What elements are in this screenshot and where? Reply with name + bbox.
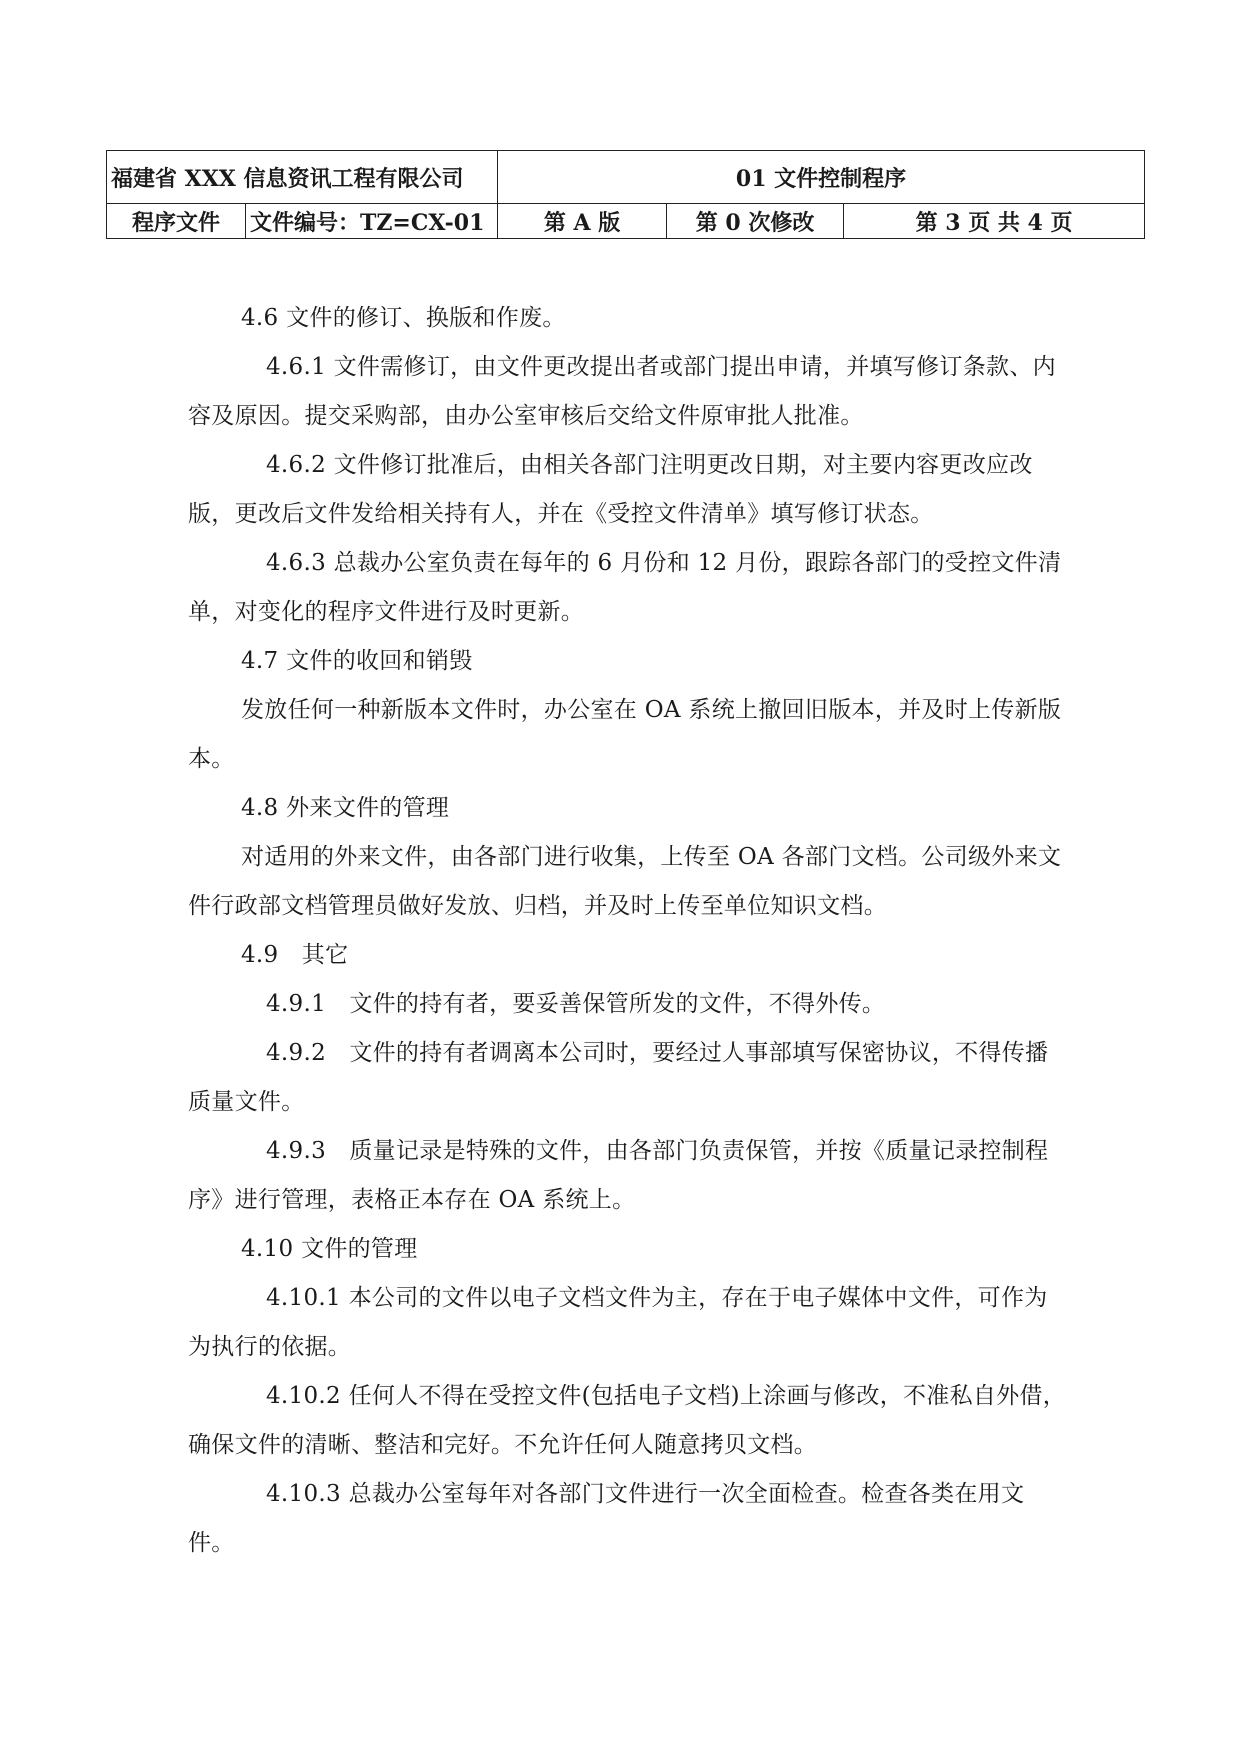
body-paragraph: 4.10.2 任何人不得在受控文件(包括电子文档)上涂画与修改，不准私自外借，确保文件的清晰、整洁和完好。不允许任何人随意拷贝文档。 — [188, 1383, 1067, 1458]
body-paragraph: 4.6.1 文件需修订，由文件更改提出者或部门提出申请，并填写修订条款、内容及原因。提交采购部，由办公室审核后交给文件原审批人批准。 — [188, 354, 1056, 429]
body-paragraph: 4.10.3 总裁办公室每年对各部门文件进行一次全面检查。检查各类在用文件。 — [188, 1481, 1025, 1556]
document-type: 程序文件 — [107, 204, 246, 239]
company-name: 福建省 XXX 信息资讯工程有限公司 — [107, 151, 498, 204]
section-heading: 4.6 文件的修订、换版和作废。 — [241, 305, 566, 331]
section-heading: 4.7 文件的收回和销毁 — [241, 648, 473, 674]
version-label: 第 A 版 — [498, 204, 667, 239]
section-heading: 4.9 其它 — [241, 942, 349, 968]
body-paragraph: 4.6.2 文件修订批准后，由相关各部门注明更改日期，对主要内容更改应改版，更改后文件发给相关持有人，并在《受控文件清单》填写修订状态。 — [188, 452, 1033, 527]
body-paragraph: 4.9.3 质量记录是特殊的文件，由各部门负责保管，并按《质量记录控制程序》进行管理，表格正本存在 OA 系统上。 — [188, 1138, 1049, 1213]
body-paragraph: 4.6.3 总裁办公室负责在每年的 6 月份和 12 月份，跟踪各部门的受控文件清单，对变化的程序文件进行及时更新。 — [188, 550, 1062, 625]
document-body — [188, 294, 1068, 1568]
revision-label: 第 0 次修改 — [667, 204, 844, 239]
document-number: 文件编号：TZ=CX-01 — [246, 204, 498, 239]
body-paragraph: 4.9.2 文件的持有者调离本公司时，要经过人事部填写保密协议，不得传播质量文件。 — [188, 1040, 1049, 1115]
document-title: 01 文件控制程序 — [498, 151, 1145, 204]
body-paragraph: 对适用的外来文件，由各部门进行收集，上传至 OA 各部门文档。公司级外来文件行政部文档管理员做好发放、归档，并及时上传至单位知识文档。 — [188, 844, 1062, 919]
document-header-table — [106, 150, 1145, 239]
section-heading: 4.10 文件的管理 — [241, 1236, 418, 1262]
section-heading: 4.8 外来文件的管理 — [241, 795, 450, 821]
body-paragraph: 4.10.1 本公司的文件以电子文档文件为主，存在于电子媒体中文件，可作为为执行的依据。 — [188, 1285, 1048, 1360]
page-info: 第 3 页 共 4 页 — [844, 204, 1145, 239]
body-paragraph: 发放任何一种新版本文件时，办公室在 OA 系统上撤回旧版本，并及时上传新版本。 — [188, 697, 1062, 772]
body-paragraph: 4.9.1 文件的持有者，要妥善保管所发的文件，不得外传。 — [266, 991, 886, 1017]
